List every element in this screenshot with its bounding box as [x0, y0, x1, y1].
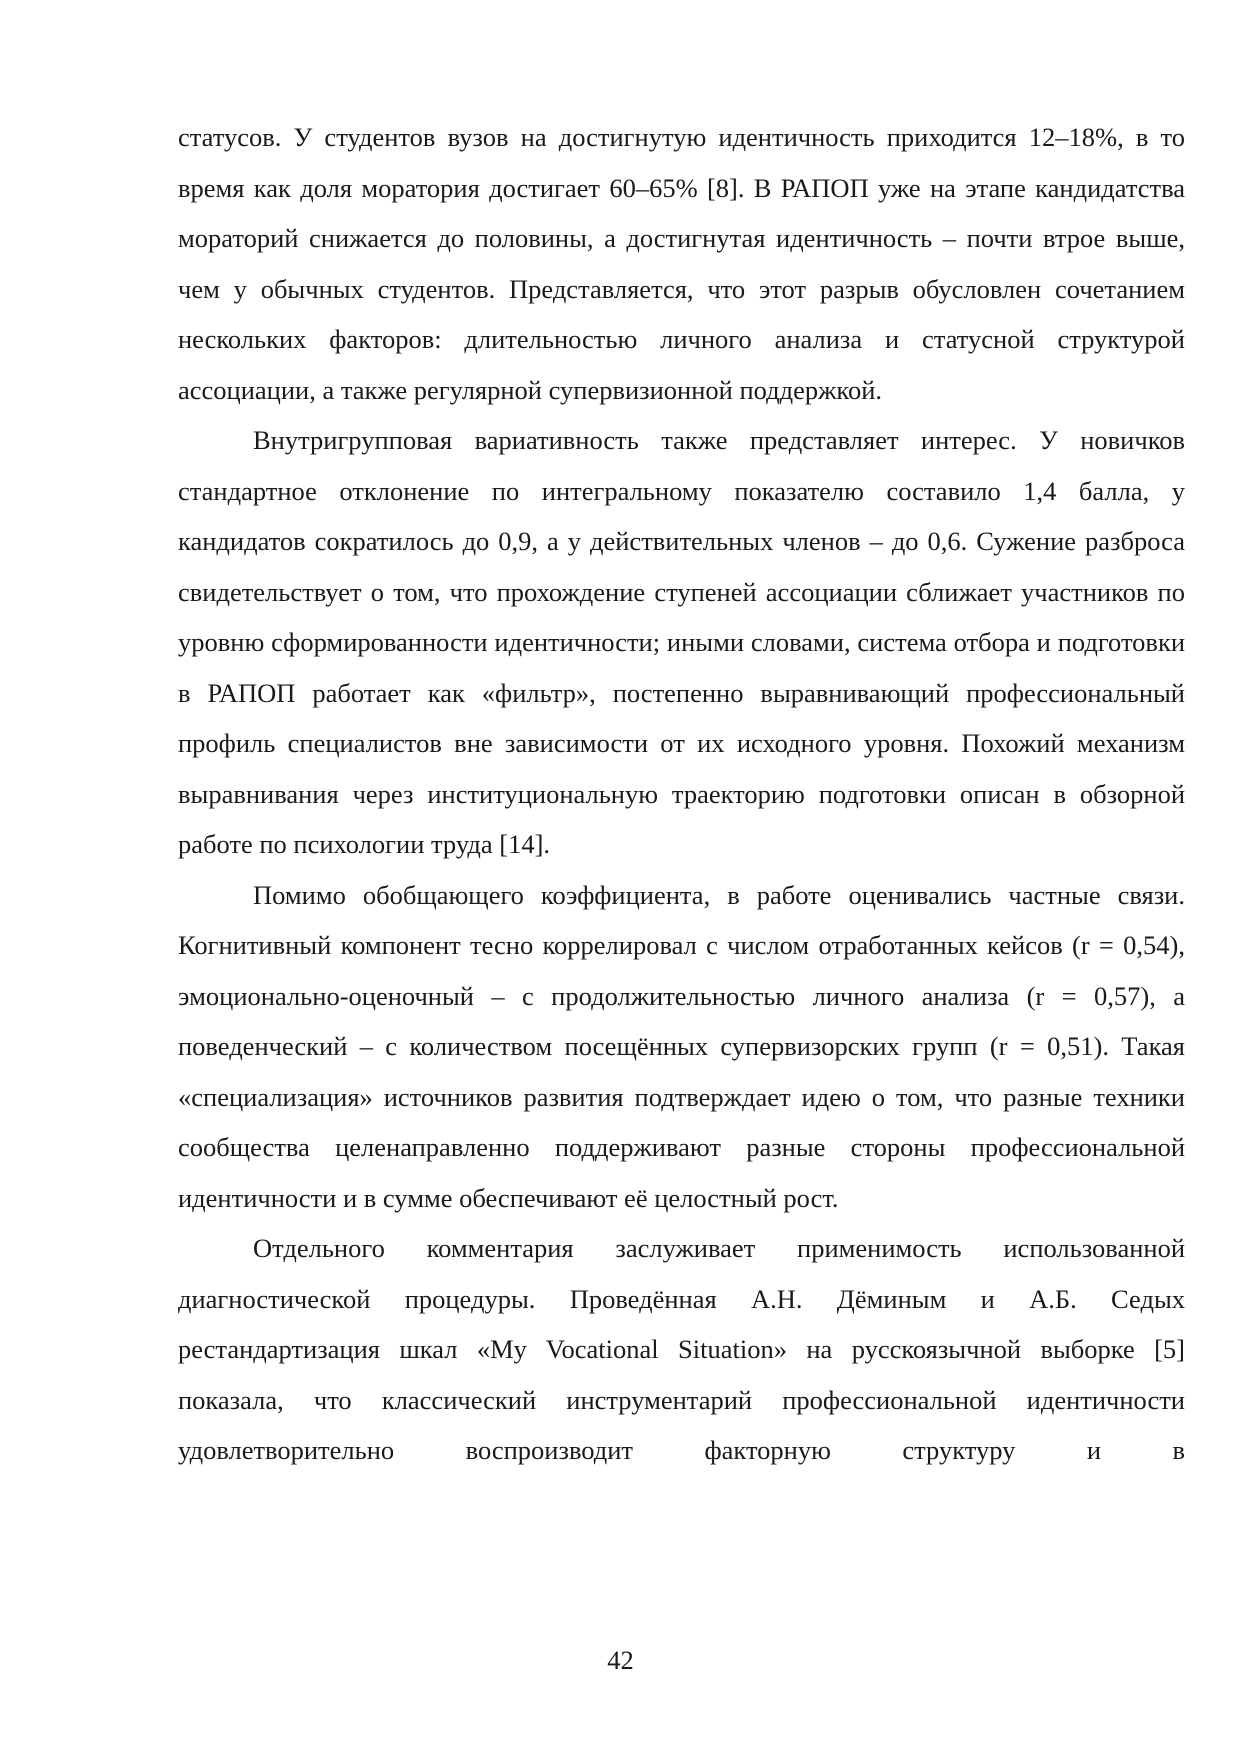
page-body: [178, 112, 1185, 1476]
page-number: 42: [607, 1645, 634, 1675]
paragraph-4: Отдельного комментария заслуживает применимость использованной диагностической процедуры. Проведённая А.Н. Дёминым и А.Б. Седых рестандартизация шкал «My Vocational Situation» на русскоязычной выборке [5] показала, что классический инструментарий профессиональной идентичности удовлетворительно воспроизводит факторную структуру и в: [178, 1233, 1185, 1465]
paragraph-2: Внутригрупповая вариативность также представляет интерес. У новичков стандартное отклонение по интегральному показателю составило 1,4 балла, у кандидатов сократилось до 0,9, а у действительных членов – до 0,6. Сужение разброса свидетельствует о том, что прохождение ступеней ассоциации сближает участников по уровню сформированности идентичности; иными словами, система отбора и подготовки в РАПОП работает как «фильтр», постепенно выравнивающий профессиональный профиль специалистов вне зависимости от их исходного уровня. Похожий механизм выравнивания через институциональную траекторию подготовки описан в обзорной работе по психологии труда [14].: [178, 425, 1185, 859]
paragraph-1: статусов. У студентов вузов на достигнутую идентичность приходится 12–18%, в то время как доля моратория достигает 60–65% [8]. В РАПОП уже на этапе кандидатства мораторий снижается до половины, а достигнутая идентичность – почти втрое выше, чем у обычных студентов. Представляется, что этот разрыв обусловлен сочетанием нескольких факторов: длительностью личного анализа и статусной структурой ассоциации, а также регулярной супервизионной поддержкой.: [178, 122, 1185, 405]
paragraph-3: Помимо обобщающего коэффициента, в работе оценивались частные связи. Когнитивный компонент тесно коррелировал с числом отработанных кейсов (r = 0,54), эмоционально-оценочный – с продолжительностью личного анализа (r = 0,57), а поведенческий – с количеством посещённых супервизорских групп (r = 0,51). Такая «специализация» источников развития подтверждает идею о том, что разные техники сообщества целенаправленно поддерживают разные стороны профессиональной идентичности и в сумме обеспечивают её целостный рост.: [178, 879, 1185, 1213]
